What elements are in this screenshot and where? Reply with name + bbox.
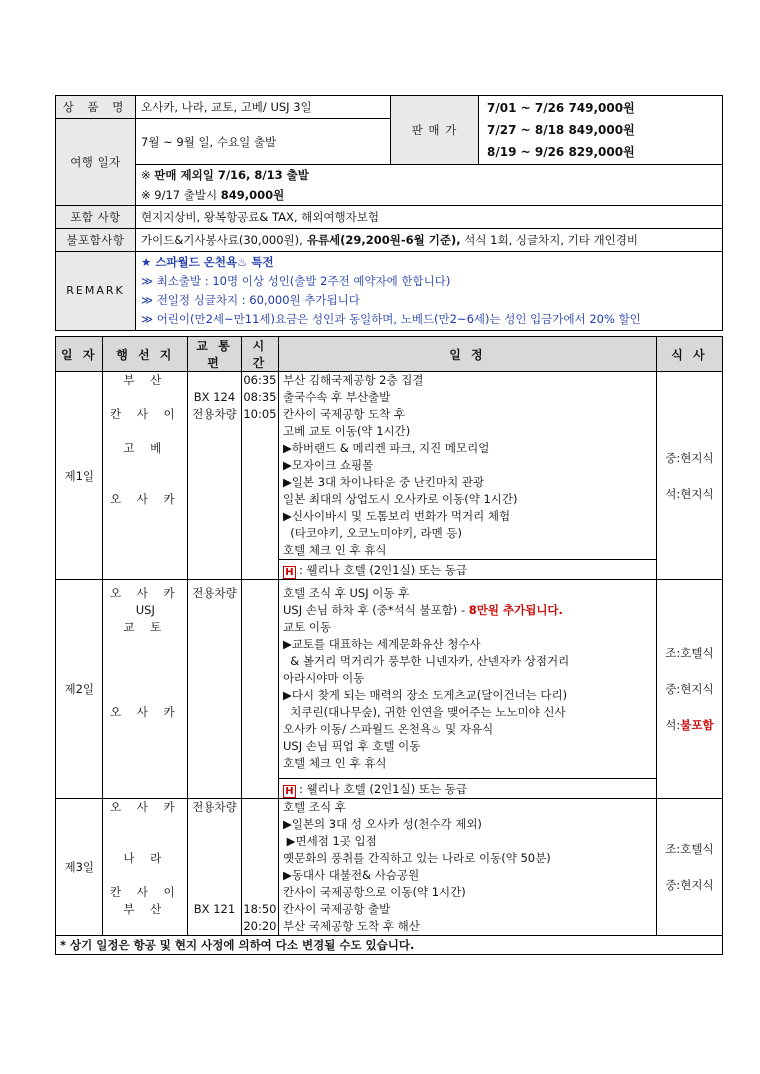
include-value: 현지지상비, 왕복항공료& TAX, 해외여행자보험 [136,206,723,229]
meal: 조:호텔식 [665,842,714,856]
schedule-item: 고베 교토 이동(약 1시간) [282,424,411,438]
meal: 조:호텔식 [665,646,714,660]
schedule-item: 부산 김해국제공항 2층 집결 [282,373,424,387]
destination [103,389,187,406]
destination [103,867,187,884]
remark-item: ≫ 어린이(만2세~만11세)요금은 성인과 동일하며, 노베드(만2~6세)는 성인 입금가에서 20% 할인 [141,312,641,326]
destination [103,457,187,474]
day-label: 제2일 [56,580,103,799]
header-transport: 교 통 편 [188,337,242,372]
hotel-icon: H [283,785,296,798]
schedule-item: USJ 손님 하차 후 (중*석식 불포함) - 8만원 추가됩니다. [282,603,563,617]
time: 10:05 [243,407,277,421]
destination: 오 사 카 [109,492,181,506]
schedule-item: 호텔 체크 인 후 휴식 [282,756,387,770]
schedule-item: ▶신사이바시 및 도톰보리 번화가 먹거리 체험 [282,509,511,523]
schedule-item: 치쿠린(대나무숲), 귀한 인연을 맺어주는 노노미야 신사 [282,705,566,719]
destination: 칸 사 이 [109,885,181,899]
day-label: 제1일 [56,372,103,580]
transport [188,884,241,901]
schedule-item: USJ 손님 픽업 후 호텔 이동 [282,739,421,753]
destination [103,833,187,850]
transport: BX 124 [193,390,236,404]
destination: 고 베 [123,441,168,455]
destination: 칸 사 이 [109,407,181,421]
schedule-item: 칸사이 국제공항 출발 [282,902,391,916]
time: 08:35 [243,390,277,404]
schedule-item: 오사카 이동/ 스파월드 온천욕♨ 및 자유식 [282,722,494,736]
header-meal: 식 사 [656,337,722,372]
schedule-item: ▶면세점 1곳 입점 [282,834,377,848]
schedule-item: 일본 최대의 상업도시 오사카로 이동(약 1시간) [282,492,518,506]
schedule-item: ▶다시 찾게 되는 매력의 장소 도게츠교(달이건너는 다리) [282,688,568,702]
schedule-item: 옛문화의 풍취를 간직하고 있는 나라로 이동(약 50분) [282,851,551,865]
transport [188,372,241,389]
day-destinations [103,580,188,799]
schedule-item: 출국수속 후 부산출발 [282,390,391,404]
schedule-item: 호텔 체크 인 후 휴식 [282,543,387,557]
time: 20:20 [243,919,277,933]
day-destinations [103,799,188,936]
itinerary-footer-row [56,936,723,955]
time [242,816,278,833]
remark-item: ≫ 전일정 싱글차지 : 60,000원 추가됩니다 [141,293,360,307]
special-date-note: ※ 9/17 출발시 849,000원 [136,185,723,206]
header-destination: 행 선 지 [103,337,188,372]
remark-item: ≫ 최소출발 : 10명 이상 성인(출발 2주전 예약자에 한합니다) [141,274,451,288]
remark-item: ★ 스파월드 온천욕♨ 특전 [141,255,274,269]
schedule-item: 호텔 조식 후 [282,800,346,814]
remark-list [136,252,723,331]
time: 18:50 [243,902,277,916]
destination: 오 사 카 [109,705,181,719]
destination: USJ [135,603,155,617]
day-transport [188,799,242,936]
meal: 석:불포함 [665,718,714,732]
sale-price-label: 판 매 가 [391,96,479,165]
schedule-item: ▶동대사 대불전& 사슴공원 [282,868,420,882]
time [242,884,278,901]
exclude-date-note: ※ 판매 제외일 7/16, 8/13 출발 [136,165,723,186]
day-schedule [278,580,656,799]
schedule-change-notice: * 상기 일정은 항공 및 현지 사정에 의하여 다소 변경될 수도 있습니다. [56,936,723,955]
itinerary-table [55,336,723,955]
itinerary-day-1 [56,372,723,580]
day-meals [656,372,722,580]
time [242,850,278,867]
destination [103,636,187,653]
time [242,833,278,850]
product-info-table [55,95,723,331]
product-name-label: 상 품 명 [56,96,136,119]
destination [103,653,187,670]
sale-price-list [479,96,723,165]
product-name-value: 오사카, 나라, 교토, 고베/ USJ 3일 [136,96,391,119]
schedule-item: 칸사이 국제공항으로 이동(약 1시간) [282,885,466,899]
travel-date-label: 여행 일자 [56,119,136,206]
time: 06:35 [243,373,277,387]
transport: BX 121 [193,902,236,916]
price-period-2: 7/27 ~ 8/18 849,000원 [487,123,635,137]
itinerary-day-2 [56,580,723,799]
destination: 부 산 [123,902,168,916]
schedule-item: ▶하버랜드 & 메리켄 파크, 지진 메모리얼 [282,441,490,455]
schedule-item: 교토 이동 [282,620,332,634]
price-period-3: 8/19 ~ 9/26 829,000원 [487,145,635,159]
day-transport [188,372,242,580]
time [242,799,278,816]
meal: 중:현지식 [665,682,714,696]
day-meals [656,580,722,799]
destination [103,423,187,440]
schedule-item: (타코야키, 오코노미야키, 라멘 등) [282,526,462,540]
destination: 부 산 [123,373,168,387]
schedule-item: 칸사이 국제공항 도착 후 [282,407,406,421]
destination: 오 사 카 [109,586,181,600]
transport [188,867,241,884]
price-period-1: 7/01 ~ 7/26 749,000원 [487,101,635,115]
transport: 전용차량 [192,407,237,421]
day-meals [656,799,722,936]
header-time: 시 간 [241,337,278,372]
schedule-item: ▶모자이크 쇼핑몰 [282,458,374,472]
meal: 중:현지식 [665,878,714,892]
destination: 오 사 카 [109,800,181,814]
transport: 전용차량 [192,800,237,814]
schedule-item: 아라시야마 이동 [282,671,365,685]
time [242,867,278,884]
day-schedule [278,799,656,936]
day-label: 제3일 [56,799,103,936]
schedule-item: 호텔 조식 후 USJ 이동 후 [282,586,410,600]
schedule-item: 부산 국제공항 도착 후 해산 [282,919,420,933]
schedule-item: ▶일본의 3대 성 오사카 성(천수각 제외) [282,817,482,831]
destination [103,670,187,687]
day-schedule [278,372,656,580]
day-times [241,799,278,936]
not-include-value: 가이드&기사봉사료(30,000원), 유류세(29,200원-6월 기준), 석식 1회, 싱글차지, 기타 개인경비 [136,229,723,252]
schedule-item: ▶일본 3대 차이나타운 중 난킨마치 관광 [282,475,485,489]
include-label: 포함 사항 [56,206,136,229]
header-schedule: 일 정 [278,337,656,372]
day-destinations [103,372,188,580]
transport: 전용차량 [192,586,237,600]
hotel-info: H : 웰리나 호텔 (2인1실) 또는 동급 [279,559,656,579]
destination: 교 토 [123,620,168,634]
transport [188,816,241,833]
header-day: 일 자 [56,337,103,372]
meal: 중:현지식 [665,450,714,465]
not-include-label: 불포함사항 [56,229,136,252]
itinerary-header-row [56,337,723,372]
destination [103,687,187,704]
itinerary-day-3 [56,799,723,936]
transport [188,833,241,850]
schedule-item: ▶교토를 대표하는 세계문화유산 청수사 [282,637,481,651]
day-times [241,580,278,799]
remark-label: REMARK [56,252,136,331]
destination [103,816,187,833]
hotel-info: H : 웰리나 호텔 (2인1실) 또는 동급 [279,778,656,798]
day-transport [188,580,242,799]
hotel-icon: H [283,566,296,579]
travel-date-value: 7월 ~ 9월 일, 수요일 출발 [136,119,391,165]
transport [188,850,241,867]
day-times [241,372,278,580]
schedule-item: & 볼거리 먹거리가 풍부한 니넨자카, 산넨자카 상점거리 [282,654,570,668]
meal: 석:현지식 [665,486,714,501]
destination [103,474,187,491]
destination: 나 라 [123,851,168,865]
